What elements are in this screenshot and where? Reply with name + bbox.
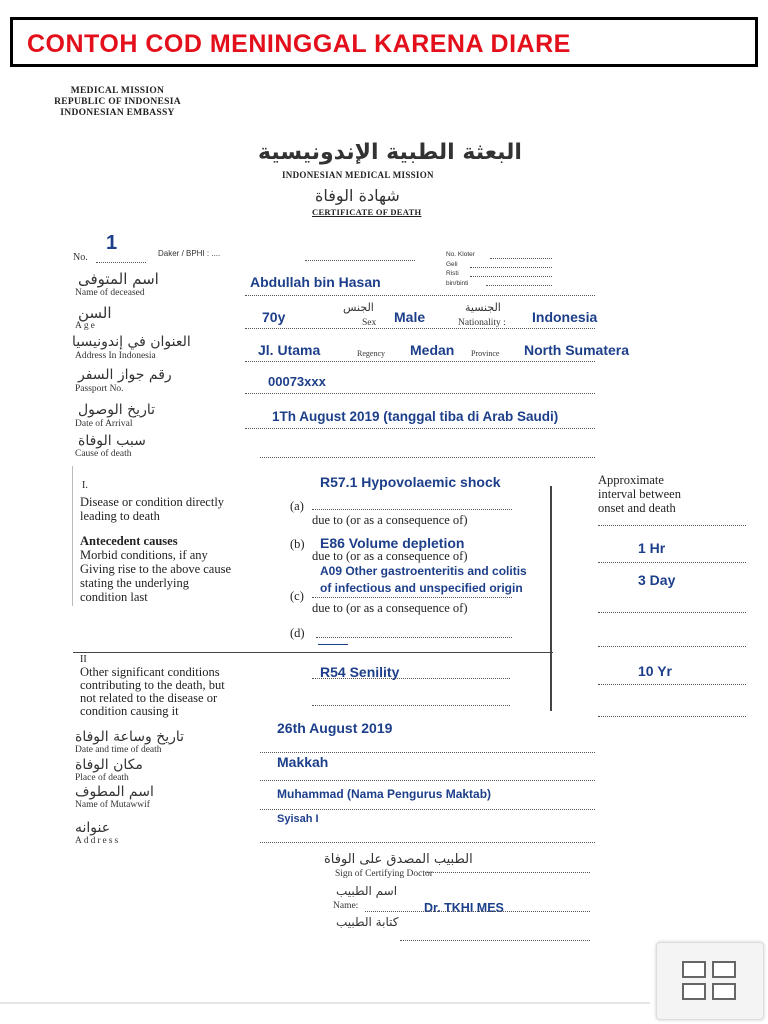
mutawwif-address-label-arabic: عنوانه — [75, 820, 111, 836]
doctor-name-label-arabic: اسم الطبيب — [336, 884, 398, 898]
interval-header-line: onset and death — [598, 501, 676, 515]
sex-value: Male — [394, 309, 426, 325]
kloter-item: Geli — [446, 260, 458, 268]
arrival-value: 1Th August 2019 (tanggal tiba di Arab Saudi) — [272, 409, 559, 424]
mutawwif-label-arabic: اسم المطوف — [75, 784, 154, 800]
cause-a-value: R57.1 Hypovolaemic shock — [320, 474, 501, 490]
antecedent-line: Morbid conditions, if any — [80, 548, 208, 562]
section2-desc-line: Other significant conditions — [80, 665, 220, 679]
name-label: Name of deceased — [75, 288, 145, 298]
due-to-a: due to (or as a consequence of) — [312, 513, 468, 527]
section2-desc-line: contributing to the death, but — [80, 678, 225, 692]
passport-label-arabic: رقم جواز السفر — [78, 367, 172, 383]
cause-label: Cause of death — [75, 449, 132, 459]
cause-a-label: (a) — [290, 499, 304, 513]
mission-arabic: البعثة الطبية الإندونيسية — [258, 140, 522, 165]
section2-desc-line: not related to the disease or — [80, 691, 218, 705]
age-value: 70y — [262, 309, 286, 325]
name-label-arabic: اسم المتوفى — [78, 270, 159, 288]
issuer-line: REPUBLIC OF INDONESIA — [54, 97, 181, 107]
death-date-value: 26th August 2019 — [277, 720, 393, 736]
issuer-line: INDONESIAN EMBASSY — [60, 108, 175, 118]
issuer-line: MEDICAL MISSION — [70, 86, 165, 96]
due-to-b: due to (or as a consequence of) — [312, 549, 468, 563]
page-title: CONTOH COD MENINGGAL KARENA DIARE — [27, 30, 571, 58]
doctor-signature-label-arabic: كتابة الطبيب — [336, 915, 399, 929]
regency-label: Regency — [357, 349, 385, 358]
cause-c-line: A09 Other gastroenteritis and colitis — [320, 564, 527, 578]
section-divider — [73, 652, 553, 653]
cause-d-mark — [318, 644, 348, 645]
kloter-item: Risti — [446, 270, 459, 277]
doctor-title-arabic: الطبيب المصدق على الوفاة — [324, 852, 473, 867]
antecedent-causes — [80, 534, 231, 604]
slide-grid-button[interactable] — [656, 942, 764, 1020]
cause-d-label: (d) — [290, 626, 305, 640]
place-label-arabic: مكان الوفاة — [75, 757, 143, 773]
title-banner — [10, 17, 758, 67]
interval-header-line: interval between — [598, 487, 681, 501]
death-date-label-arabic: تاريخ وساعة الوفاة — [75, 729, 185, 745]
section1-numeral: I. — [82, 480, 88, 491]
interval-header-line: Approximate — [598, 473, 664, 487]
issuer-header — [40, 86, 195, 119]
arrival-label: Date of Arrival — [75, 419, 133, 429]
sex-label: Sex — [362, 318, 377, 328]
kloter-list — [446, 250, 475, 288]
mutawwif-value: Muhammad (Nama Pengurus Maktab) — [277, 787, 492, 801]
kloter-item: No. Kloter — [446, 251, 475, 258]
cause-b-value: E86 Volume depletion — [320, 535, 465, 551]
mutawwif-address-label: Address — [75, 836, 121, 846]
province-label: Province — [471, 349, 500, 358]
section2-numeral: II — [80, 654, 87, 665]
name-value: Abdullah bin Hasan — [250, 274, 381, 290]
page-bottom-divider — [0, 1002, 650, 1004]
address-label-arabic: العنوان في إندونيسيا — [72, 334, 191, 350]
section1-desc-line: Disease or condition directly — [80, 495, 225, 509]
antecedent-line: condition last — [80, 590, 148, 604]
age-label: Age — [75, 321, 97, 331]
daker-label: Daker / BPHI : .... — [158, 249, 221, 258]
address-value: Jl. Utama — [258, 342, 321, 358]
section2-interval: 10 Yr — [638, 663, 672, 679]
number-value: 1 — [106, 232, 118, 254]
interval-header — [598, 473, 681, 515]
number-label: No. — [73, 252, 88, 263]
mutawwif-label: Name of Mutawwif — [75, 800, 150, 810]
address-label: Address In Indonesia — [75, 351, 156, 361]
kloter-item: bin/binti — [446, 279, 469, 287]
regency-value: Medan — [410, 342, 455, 358]
interval-c-value: 3 Day — [638, 572, 676, 588]
cause-c-value — [320, 563, 527, 597]
sex-label-arabic: الجنس — [343, 301, 374, 314]
section2-desc-line: condition causing it — [80, 704, 179, 718]
antecedent-title: Antecedent causes — [80, 534, 178, 548]
cause-b-label: (b) — [290, 537, 305, 551]
doctor-name-label: Name: — [333, 901, 359, 911]
due-to-c: due to (or as a consequence of) — [312, 601, 468, 615]
certificate-english: CERTIFICATE OF DEATH — [312, 207, 422, 217]
mutawwif-address-value: Syisah I — [277, 813, 319, 825]
certificate-arabic: شهادة الوفاة — [315, 186, 400, 205]
section1-desc-line: leading to death — [80, 509, 160, 523]
province-value: North Sumatera — [524, 342, 630, 358]
passport-value: 00073xxx — [268, 374, 326, 389]
place-value: Makkah — [277, 754, 329, 770]
doctor-title: Sign of Certifying Doctor — [335, 869, 433, 879]
nationality-label: Nationality : — [458, 318, 506, 328]
section2-value: R54 Senility — [320, 664, 400, 680]
cause-c-label: (c) — [290, 589, 304, 603]
nationality-value: Indonesia — [532, 309, 598, 325]
antecedent-line: stating the underlying — [80, 576, 190, 590]
nationality-label-arabic: الجنسية — [465, 301, 501, 314]
mission-english: INDONESIAN MEDICAL MISSION — [282, 170, 434, 180]
left-margin-line — [72, 466, 73, 606]
cause-label-arabic: سبب الوفاة — [78, 433, 146, 449]
death-date-label: Date and time of death — [75, 745, 162, 755]
arrival-label-arabic: تاريخ الوصول — [78, 402, 155, 418]
interval-b-value: 1 Hr — [638, 540, 666, 556]
cause-c-line: of infectious and unspecified origin — [320, 581, 523, 595]
doctor-name-value: Dr. TKHI MES — [424, 901, 504, 915]
passport-label: Passport No. — [75, 384, 124, 394]
column-divider — [550, 486, 552, 711]
section1-description — [80, 495, 224, 523]
antecedent-line: Giving rise to the above cause — [80, 562, 231, 576]
age-label-arabic: السن — [78, 304, 112, 322]
section2-description — [80, 666, 225, 718]
place-label: Place of death — [75, 773, 129, 783]
